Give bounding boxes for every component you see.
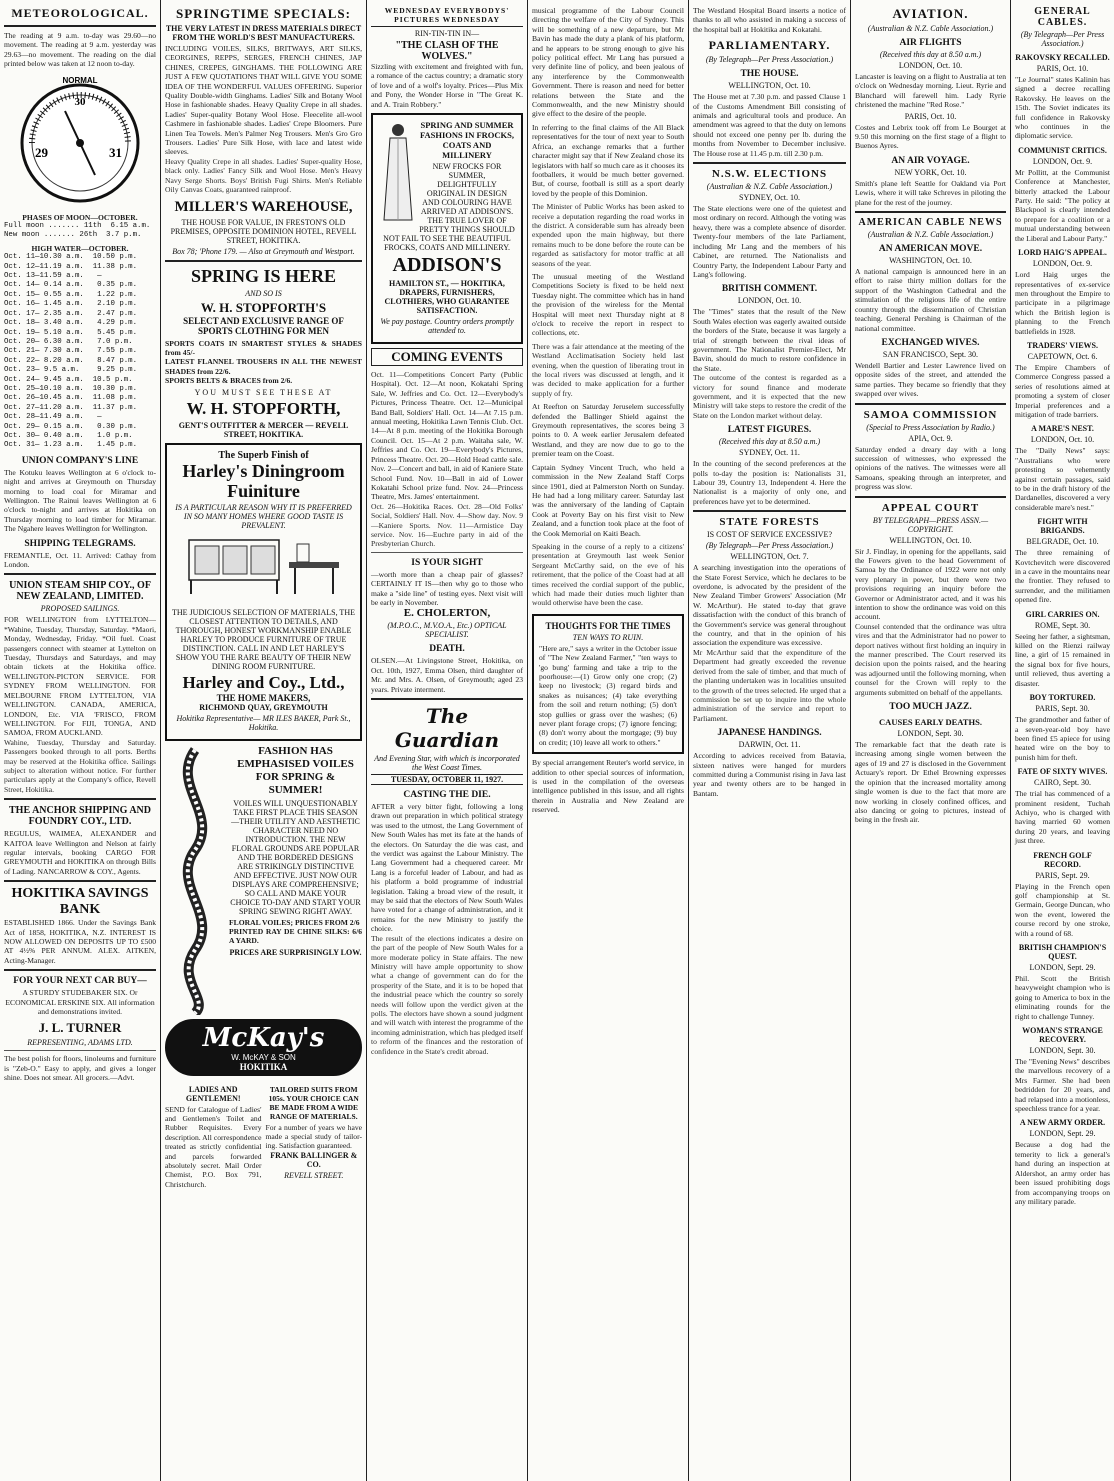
weather-intro: The reading at 9 a.m. to-day was 29.60—no movement. The reading at 9 a.m. yesterday was 29.63—no movement. The reading on the dial printed below was taken at 12 noon to-day. [4,31,156,69]
high-water-row: Oct. 21— 7.30 a.m. 7.55 p.m. [4,347,138,356]
millers-footer: Box 78; 'Phone 179. — Also at Greymouth and Westport. [172,246,355,256]
dial-right-value: 31 [109,144,122,160]
harley-rep: Hokitika Representative— MR ILES BAKER, Park St., Hokitika. [176,713,351,732]
tailored-heading: TAILORED SUITS FROM 105s. YOUR CHOICE CAN BE MADE FROM A WIDE RANGE OF MATERIALS. [268,1084,359,1121]
thoughts-box [532,614,684,754]
anchor-shipping-heading: THE ANCHOR SHIPPING AND FOUNDRY COY., LTD. [9,805,151,828]
forests-sub2: (By Telegraph—Per Press Association.) [705,541,834,551]
thoughts-sub: TEN WAYS TO RUIN. [572,632,644,642]
high-water-title: HIGH WATER—OCTOBER. [31,243,129,253]
prices-low: PRICES ARE SURPRISINGLY LOW. [229,947,362,957]
spring-is-here: SPRING IS HERE [190,265,337,286]
high-water-row: Oct. 15— 0.55 a.m. 1.22 p.m. [4,290,138,299]
mares-nest-heading: A MARE'S NEST. [1031,424,1094,434]
nsw-elections-heading: N.S.W. ELECTIONS [711,168,828,181]
british-continued: The outcome of the contest is regarded as a victory for sound finance and moderate government, and it is expected that the new Ministry will take steps to restore the credit of the State on the London market without delay. [693,373,846,420]
air-text: Lancaster is leaving on a flight to Australia at ten o'clock on Wednesday morning. Lieut. Ryrie and Blanchard will farewell him. Lady Ryrie christened the machine "Red Rose." [855,72,1006,110]
news-competitions: The unusual meeting of the Westland Competitions Society is fixed to be held next Tuesday night. The committee which has in hand the provision of the wireless for the Mental Hospital will meet next Thursday night at 8 o'clock to receive the report in respect to collections, etc. [532,271,684,338]
high-water-row: Oct. 22— 8.20 a.m. 8.47 p.m. [4,356,138,365]
cholerton-name: E. CHOLERTON, [403,607,491,620]
guardian-sub: And Evening Star, with which is incorporated the West Coast Times. [374,754,520,772]
samoa-sub: (Special to Press Association by Radio.) [866,422,995,432]
car-heading: FOR YOUR NEXT CAR BUY— [13,976,147,987]
harley-advert [165,443,362,741]
mckay-logo [165,1019,362,1076]
exchanged-text: Wendell Bartier and Lester Lawrence lived on opposite sides of the street, and attended the same parties. They became so friendly that they swapped over wives. [855,360,1006,399]
paris-text: Costes and Lebrix took off from Le Bourget at 9.50 this morning on the first stage of a flight to Buenos Ayres. [855,122,1006,151]
recovery-date: LONDON, Sept. 30. [1029,1046,1096,1056]
news-rugby: At Reefton on Saturday Jeruselem successfully defended the Ballinger Shield against the Greymouth representatives, the scores being 3 points to 0. A week earlier Jerusalem defeated Westland, and they are now due to go to the premier team on the Coast. [532,402,684,459]
samoa-date: APIA, Oct. 9. [908,433,953,443]
stopforth-big: W. H. STOPFORTH, [186,398,341,418]
film-title: "THE CLASH OF THE WOLVES." [395,40,499,62]
thoughts-heading: THOUGHTS FOR THE TIMES [545,620,671,631]
bottom-adverts [165,1080,362,1190]
boy-heading: BOY TORTURED. [1029,693,1096,703]
deaths-date: LONDON, Sept. 30. [897,729,964,739]
union-steam-ship-text: FOR WELLINGTON from LYTTELTON— *Wahine, Tuesday, Thursday, Saturday. *Maori, Monday, Wednesday, Friday. *Oil fuel. Coast passengers connect with steamer at Lyttelton on Tuesday, Thursdays and Saturdays, and may obtain tickets at the Hokitika office. WELLINGTON-PICTON SERVICE. FOR SYDNEY FROM WELLINGTON. FOR MELBOURNE FROM LYTTELTON, VIA WELLINGTON. CANADA, AMERICA, LONDON, Etc. VIA 'FRISCO, FROM WELLINGTON. For FIJI, TONGA, AND SAMOA, FROM AUCKLAND. [4,615,156,738]
brigands-heading: FIGHT WITH BRIGANDS. [1037,517,1088,536]
dial-left-value: 29 [35,144,48,160]
addison-name: ADDISON'S [392,254,502,277]
film-intro: RIN-TIN-TIN IN— [414,29,480,38]
ballinger-address: REVELL STREET. [284,1170,344,1180]
turner-sub: REPRESENTING, ADAMS LTD. [27,1038,133,1048]
latest-sub: (Received this day at 8.50 a.m.) [718,437,821,447]
column-7 [1011,0,1114,1481]
american-date: WASHINGTON, Oct. 10. [889,256,972,266]
column-5 [689,0,850,1481]
high-water-row: Oct. 25—10.10 a.m. 10.30 p.m. [4,384,138,393]
early-deaths-heading: CAUSES EARLY DEATHS. [879,717,982,728]
voiles-title: FASHION HAS EMPHASISED VOILES FOR SPRING & SUMMER! [237,744,354,796]
column-3 [367,0,527,1481]
editorial-continued-1: musical programme of the Labour Council directing the welfare of the City of Sydney. This will be something of a new departure, but Mr Bavin has made the duty a plank of his platform, and he appears to be strong enough to give his policy political effect. Mr Lang has pursued a very definite line of policy, and been jealous of any interference by the Commonwealth Government. There is reason and need for better relations between the State and the Commonwealth, and the new Ministry should give effect to the desire of the people. [532,6,684,119]
addison-advert [371,113,523,344]
army-order-date: LONDON, Sept. 29. [1029,1129,1096,1139]
sports-coats: SPORTS COATS IN SMARTEST STYLES & SHADES from 45/- [165,338,362,357]
golf-date: PARIS, Sept. 29. [1035,870,1090,880]
recovery-heading: WOMAN'S STRANGE RECOVERY. [1022,1026,1103,1045]
harley-company: Harley and Coy., Ltd., [182,672,345,692]
divider [4,1050,156,1051]
high-water-row: Oct. 18— 3.40 a.m. 4.29 p.m. [4,319,138,328]
nest-date: LONDON, Oct. 10. [1030,435,1095,445]
news-paragraph: The Minister of Public Works has been asked to receive a deputation regarding the road works in the district. A considerable sum has already been expended upon the main highway, but there remains much to be done before the route can be regarded as satisfactory for motor traffic at all seasons of the year. [532,202,684,268]
divider [855,211,1006,213]
boy-date: PARIS, Sept. 30. [1035,704,1090,714]
parliamentary-sub: (By Telegraph—Per Press Association.) [705,55,834,65]
golf-text: Playing in the French open golf championship at St. Germain, George Duncan, who won the event, lowered the course record by one stroke, with a round of 68. [1015,881,1110,938]
mckay-town: HOKITIKA [239,1061,288,1072]
recovery-text: The "Evening News" describes the marvellous recovery of a Mrs Farmer. She had been bedridden for 20 years, and had relapsed into a motionless, speechless trance for a year. [1015,1057,1110,1114]
wives-heading: FATE OF SIXTY WIVES. [1017,767,1108,777]
air-date: LONDON, Oct. 10. [898,61,963,70]
stopforth-footer: GENT'S OUTFITTER & MERCER — REVELL STREET, HOKITIKA. [178,420,349,439]
cholerton-sub: (M.P.O.C., M.V.O.A., Etc.) OPTICAL SPECIALIST. [387,621,507,640]
boxing-heading: BRITISH CHAMPION'S QUEST. [1018,943,1107,961]
harley-sub: IS A PARTICULAR REASON WHY IT IS PREFERRED IN SO MANY HOMES WHERE GOOD TASTE IS PREVALENT. [175,502,352,530]
appeal-text: Sir J. Findlay, in opening for the appellants, said the Fowers given to the head Government of Samoa by the Ordinance of 1922 were not only very plenary in power, but there were two provisions requiring an inquiry before the Governor or Administrator acted, and it was his intention to show the ordinance was void on this account. [855,546,1006,622]
news-truch: Captain Sydney Vincent Truch, who held a commission in the New Zealand Staff Corps since 1901, died at Palmerston North on Sunday. He had had a long military career. Saturday last was the anniversary of the landing of Captain Cook at Poverty Bay on his first visit to New Zealand, and a function took place at the foot of the Cook Memorial on Kaiti Beach. [532,462,684,538]
communist-text: Mr Pollitt, at the Communist Conference at Manchester, bitterly attacked the Labour Party. He said: "The policy at Blackpool is clearly intended to prepare for a coalition or a mutual understanding between the Liberal and Labour Party." [1015,167,1110,243]
editorial-all-blacks: In referring to the final claims of the All Black representatives for the tour of next year to South Africa, an exchange remarks that a further character might say that if New Zealand chose its legislators with half so much care as it chooses its footballers, it would be much better governed. But, of course, football is still as a sport dearly loved by the people of this Dominion. [532,122,684,198]
exchanged-date: SAN FRANCISCO, Sept. 30. [882,349,979,359]
fashion-figure-illustration [378,120,418,230]
turner-name: J. L. TURNER [38,1020,122,1036]
moon-phase-row: New moon ....... 26th 3.7 p.m. [4,231,142,240]
dial-label-normal: NORMAL [62,75,98,85]
meteorological-heading: METEOROLOGICAL. [11,6,149,20]
divider [4,880,156,882]
high-water-row: Oct. 24— 9.45 a.m. 10.5 p.m. [4,375,133,384]
too-much-jazz-heading: TOO MUCH JAZZ. [889,702,972,713]
nsw-text: The State elections were one of the quietest and most ordinary on record. Although the voting was heavy, there was a complete absence of disorder. Twenty-four members of the late Parliament, including Mr Lang and the members of his Cabinet, are returned. The Nationalists and Country Party, the Independent Labour Party and Lang's following. [693,204,846,279]
high-water-row: Oct. 16— 1.45 a.m. 2.10 p.m. [4,300,138,309]
house-text: The House met at 7.30 p.m. and passed Clause 1 of the Customs Amendment Bill consisting of animals and agricultural tools and produce. An amendment was agreed to that the duty on lemons should not exceed one penny per lb. during the months from November to December inclusive. The House rose at 11.45 p.m. till 2.30 p.m. [693,92,846,158]
addison-footer: We pay postage. Country orders promptly attended to. [380,317,514,336]
divider [855,496,1006,498]
pictures-heading: WEDNESDAY EVERYBODYS' PICTURES WEDNESDAY [371,6,523,27]
army-order-heading: A NEW ARMY ORDER. [1019,1118,1106,1128]
traders-heading: TRADERS' VIEWS. [1027,340,1098,350]
spring-and: AND SO IS [245,288,282,298]
rakovsky-text: "Le Journal" states Kalinin has signed a decree recalling Rakovsky. He leaves on the 15th. The Soviet indicates its full confidence in Rakovsky who continues in the diplomatic service. [1015,75,1110,141]
column-6 [851,0,1010,1481]
high-water-row: Oct. 14— 0.14 a.m. 0.35 p.m. [4,281,138,290]
parliamentary-heading: PARLIAMENTARY. [708,38,831,53]
high-water-row: Oct. 26—10.45 a.m. 11.08 p.m. [4,394,138,403]
moon-phases-list [4,222,156,241]
casting-heading: CASTING THE DIE. [403,790,491,800]
springtime-heading: SPRINGTIME SPECIALS: [176,6,351,21]
high-water-row: Oct. 31— 1.23 a.m. 1.45 p.m. [4,441,138,450]
divider [4,573,156,575]
state-forests-heading: STATE FORESTS [719,516,820,529]
divider [4,798,156,800]
millers-warehouse: MILLER'S WAREHOUSE, [174,198,353,215]
forests-date: WELLINGTON, Oct. 7. [730,552,809,562]
coming-events-text: Oct. 11—Competitions Concert Party (Public Hospital). Oct. 12—At noon, Kokatahi Spring Sale, W. Jeffries and Co. Oct. 12—Everybody's Pictures, Princess Theatre. Oct. 12—Municipal Band Ball, Soldiers' Hall. Oct. 14—At 7.15 p.m. annual meeting, Hokitika Lawn Tennis Club. Oct. 14—At 8 p.m. meeting of the Hokitika Borough Council. Oct. 15—At 2 p.m. Waitaha sale, W. Jeffries and Co. Oct. 19—Everybody's Pictures, Princess Theatre. Oct. 20—Hold Head cattle sale. Nov. 2—Concert and ball, in aid of Kaniere State School Fund. Nov. 10—Ball in aid of Lower Kokatahi School prize fund. Nov. 24—Princess Theatre, Mrs. James' entertainment. [371,370,523,502]
high-water-row: Oct. 27—11.20 a.m. 11.37 p.m. [4,403,138,412]
flannel-trousers: LATEST FLANNEL TROUSERS IN ALL THE NEWEST SHADES from 22/6. [165,357,362,376]
paris-date: PARIS, Oct. 10. [904,111,957,121]
thoughts-text: "Here are," says a writer in the October issue of "The New Zealand Farmer," "ten ways to 'go bung' farming and take a trip to the poorhouse:—(1) Grow only one crop; (2) keep no livestock; (3) regard birds and snakes as nuisances; (4) take everything from the soil and return nothing; (5) don't stop gullies or grass over the washes; (6) never plant forage crops; (7) ignore fencing; (8) don't worry about the mortgage; (9) buy on credit; (10) leave all work to others." [539,643,677,747]
ladies-heading: LADIES AND GENTLEMEN! [185,1084,241,1103]
wives-text: The trial has commenced of a prominent resident, Tuchah Achiyo, who is charged with having married 60 women during 20 years, and leaving just three. [1015,789,1110,846]
divider [371,698,523,700]
death-text: OLSEN.—At Livingstone Street, Hokitika, on Oct. 10th, 1927, Emma Olsen, third daughter of Mr. and Mrs. A. Olsen, of Greymouth; aged 23 years. Private interment. [371,656,523,694]
nsw-sub: (Australian & N.Z. Cable Association.) [706,182,833,192]
shipping-telegrams-heading: SHIPPING TELEGRAMS. [24,538,136,549]
forests-text: A searching investigation into the operations of the State Forest Service, which he declares to be overdone, is advocated by the president of the New Zealand Timber Growers' Association (Mr W. McArthur). He stated to-day that grave dissatisfaction with the conduct of this branch of the Government's service was general throughout the country, and that in the opinion of his association the expenditure was excessive. [693,563,846,648]
car-text: A STURDY STUDEBAKER SIX. Or ECONOMICAL ERSKINE SIX. All information and demonstrations invited. [5,988,155,1017]
traders-text: The Empire Chambers of Commerce Congress passed a series of resolutions aimed at promoting a system of closer Imperial preferences and a mitigation of trade barriers. [1015,362,1110,419]
death-heading: DEATH. [429,644,465,655]
harley-intro: The Superb Finish of [218,449,309,461]
floral-voiles: FLORAL VOILES; PRICES FROM 2/6 [229,917,360,927]
barometer-dial [5,71,155,211]
haig-text: Lord Haig urges the representatives of ex-service men throughout the Empire to participate in a pilgrimage which the British legion is planning to the French battlefields in 1928. [1015,270,1110,336]
girl-text: Seeing her father, a sightsman, killed on the Rienzi railway line, a girl of 15 remained in the signal box for five hours, until relieved, thus averting a disaster. [1015,631,1110,688]
american-cable-heading: AMERICAN CABLE NEWS [858,217,1003,229]
savings-bank-heading: HOKITIKA SAVINGS BANK [11,886,149,918]
air-voyage-date: NEW YORK, Oct. 10. [894,167,967,177]
news-paragraph: Speaking in the course of a reply to a citizens' presentation at Greymouth last week Senior Sergeant McCarthy said, on the eve of his retirement, that the police of the Coast had at all times received the cordial support of the public, which had made their duties much lighter than would otherwise have been the case. [532,541,684,608]
latest-date: SYDNEY, Oct. 11. [739,448,800,458]
high-water-row: Oct. 19— 5.10 a.m. 5.45 p.m. [4,328,138,337]
high-water-table [4,253,156,451]
printed-silks: PRINTED RAY DE CHINE SILKS: 6/6 A YARD. [229,926,362,946]
guardian-masthead: The Guardian [394,704,500,752]
coming-events-heading: COMING EVENTS [371,348,523,366]
union-line-heading: UNION COMPANY'S LINE [21,455,139,466]
moon-phase-row: Full moon ....... 11th 6.15 a.m. [4,222,151,231]
editorial-continued: The result of the elections indicates a desire on the part of the people of New South Wales for a more moderate policy in State affairs. The new Ministry will have ample opportunity to show what a change of government can do for the prosperity of the State, and it is to be hoped that the industrial peace which the country so sorely needs will follow upon the verdict given at the polls. The electors have shown a sound judgment and will watch with interest the programme of the incoming administration, which has pledged itself to reform of the finances and the restoration of confidence in the State's credit abroad. [371,933,523,1056]
nsw-date: SYDNEY, Oct. 10. [739,193,800,203]
high-water-row: Oct. 17— 2.35 a.m. 2.47 p.m. [4,309,138,318]
aviation-heading: AVIATION. [892,6,969,21]
wives-date: CAIRO, Sept. 30. [1033,778,1092,788]
addison-text: NEW FROCKS FOR SUMMER, DELIGHTFULLY ORIGINAL IN DESIGN AND COLOURING HAVE ARRIVED AT ADDISON'S. THE TRUE LOVER OF PRETTY THINGS SHOULD NOT FAIL TO SEE THE BEAUTIFUL FROCKS, COATS AND MILLINERY. [383,162,515,253]
high-water-row: Oct. 30— 0.40 a.m. 1.0 p.m. [4,431,133,440]
voiles-text: VOILES WILL UNQUESTIONABLY TAKE FIRST PLACE THIS SEASON —THEIR UTILITY AND AESTHETIC CHARACTER NEED NO INTRODUCTION. THE NEW FLORAL GROUNDS ARE POPULAR AND THE BORDERED DESIGNS ARE STRIKINGLY DISTINCTIVE AND EFFECTIVE. JUST NOW OUR DISPLAYS ARE COMPREHENSIVE; SO CALL AND MAKE YOUR CHOICE TO-DAY AND START YOUR SPRING SEWING RIGHT AWAY. [230,798,361,916]
high-water-row: Oct. 29— 0.15 a.m. 0.30 p.m. [4,422,138,431]
harley-home-makers: THE HOME MAKERS, [216,692,311,703]
appeal-continued: Counsel contended that the ordinance was ultra vires and that the Administrator had no power to deport natives without first holding an inquiry in the manner prescribed. The Court reserved its decision upon the points raised, and the hearing was adjourned until the following morning, when counsel for the Crown will reply to the arguments submitted on behalf of the appellants. [855,621,1006,697]
british-text: The "Times" states that the result of the New South Wales election was eagerly awaited outside the borders of the State, because it was largely a trial of strength between the rival ideas of government. The Nationalist Premier-Elect, Mr Bavin, should do much to restore confidence in the State. [693,307,846,373]
high-water-row: Oct. 11—10.30 a.m. 10.50 p.m. [4,253,138,262]
army-order-text: Because a dog had the temerity to lick a general's hand during an inspection at Aldershot, an army order has been issued prohibiting dogs from accompanying troops on any military parade. [1015,1140,1110,1206]
british-date: LONDON, Oct. 10. [737,296,802,306]
forests-sub: IS COST OF SERVICE EXCESSIVE? [706,530,832,540]
news-paragraph: There was a fair attendance at the meeting of the Westland Acclimatisation Society held last evening, when the question of liberating trout in the local rivers was discussed at length, and it was decided to make application for a further supply of fry. [532,341,684,398]
haig-date: LONDON, Oct. 9. [1032,259,1093,269]
american-sub: (Australian & N.Z. Cable Association.) [867,230,994,240]
divider [371,552,523,553]
british-comment-heading: BRITISH COMMENT. [721,284,818,295]
forests-continued: Mr McArthur said that the expenditure of the Department had greatly exceeded the revenue derived from the sale of timber, and that much of the planting undertaken was in localities unsuited to the growth of the trees selected. He urged that a commission be set up to inquire into the whole administration of the service and report to Parliament. [693,647,846,723]
brigands-date: BELGRADE, Oct. 10. [1026,537,1099,547]
high-water-row: Oct. 28—11.49 a.m. — [4,413,102,422]
japanese-text: According to advices received from Batavia, sixteen natives were hanged for murders committed during a Communist rising in Java last year and twenty others are to be hanged in Bantam. [693,751,846,798]
you-must-see: YOU MUST SEE THESE AT [194,387,333,397]
moon-phases-title: PHASES OF MOON—OCTOBER. [22,212,138,222]
union-line-text: The Kotuku leaves Wellington at 6 o'clock to-night and arrives at Greymouth on Thursday morning to load coal for Miramar and Wellington. The Rainui leaves Wellington at 6 o'clock to-night and arrives at Hokitika on Thursday morning to load timber for Miramar. The Ngahere leaves Wellington for Wellington. [4,467,156,534]
japanese-date: DARWIN, Oct. 11. [738,740,801,750]
sight-text: —worth more than a cheap pair of glasses? CERTAINLY IT IS—then why go to those who make a "side line" of testing eyes. Next visit will be early in November. [371,569,523,607]
house-date: WELLINGTON, Oct. 10. [728,81,811,91]
air-voyage-text: Smith's plane left Seattle for Oakland via Port Lewis, where it will take Schreves in piloting the plane for the rest of the journey. [855,178,1006,207]
traders-date: CAPETOWN, Oct. 6. [1027,351,1098,361]
appeal-sub: BY TELEGRAPH—PRESS ASSN.—COPYRIGHT. [872,515,989,534]
rakovsky-date: PARIS, Oct. 10. [1036,64,1089,73]
union-steam-ship-heading: UNION STEAM SHIP COY., OF NEW ZEALAND, LIMITED. [9,580,151,603]
appeal-court-heading: APPEAL COURT [881,501,980,514]
brigands-text: The three remaining of Kovtchevitch were discovered in a cave in the mountains near the frontier. They refused to surrender, and the militiamen opened fire. [1015,548,1110,605]
guardian-date: TUESDAY, OCTOBER 11, 1927. [371,774,523,785]
latest-text: In the counting of the second preferences at the polls to-day the position is: Nationalists 31, Labour 39, Country 13, Independent 4. Here the Nationalist is a majority of only one, and preferences have yet to be determined. [693,459,846,506]
high-water-row: Oct. 23— 9.5 a.m. 9.25 p.m. [4,366,138,375]
american-text: A national campaign is announced here in an effort to raise thirty million dollars for the support of the Washington Cathedral and the stimulation of the religious life of the entire country through the dissemination of Christian teaching. General Pershing is Chairman of the national committee. [855,267,1006,333]
latest-figures-heading: LATEST FIGURES. [727,425,812,436]
divider [693,162,846,164]
proposed-sailings: PROPOSED SAILINGS. [40,604,120,614]
deaths-text: The remarkable fact that the death rate is increasing among single women between the ages of 19 and 27 is disclosed in the Government Actuary's report. Dr Ethel Browning expresses the opinion that the increased mortality among single women is due to the fact that more are now working in closely confined offices, and also dancing or going to pictures, instead of being in the fresh air. [855,740,1006,825]
communist-heading: COMMUNIST CRITICS. [1018,145,1107,155]
dial-top-value: 30 [74,95,86,108]
shipping-telegrams-text: FREMANTLE, Oct. 11. Arrived: Cathay from London. [4,550,156,570]
harley-address: RICHMOND QUAY, GREYMOUTH [199,702,328,712]
springtime-text: INCLUDING VOILES, SILKS, BRITWAYS, ART SILKS, CEORGINES, REPPS, SERGES, FRENCH CHINES, JAP CHINES, CREPES, GINGHAMS. THE FOLLOWING ARE JUST A FEW QUOTATIONS THAT WILL GIVE YOU SOME IDEA OF THE WONDERFUL VALUES OFFERING. Superior Quality Double-width Ginghams. Ladies' Silk and Botany Wool Hose in fashionable shades. Heavy Quality Crepe in all shades. Ladies' Super-quality Botany Wool Hose. Fleecelite all-wool Cashmere in fashionable shades. Ladies' Crepe Bloomers. Pure Linen Tea Towels. Men's Palmer Neg Trousers. Men's Gro Gro Trousers. Ladies' Pure Silk Hose, with lace and latest wide sleeves. [165,44,362,157]
girl-date: ROME, Sept. 30. [1034,620,1091,630]
millers-address: THE HOUSE FOR VALUE, IN FRESTON'S OLD PREMISES, OPPOSITE DOMINION HOTEL, REVELL STREET, HOKITIKA. [170,217,357,245]
air-sub: (Received this day at 8.50 a.m.) [879,50,982,59]
boy-text: The grandmother and father of a seven-year-old boy have been fined £5 apiece for using heated wire on the boy to punish him for theft. [1015,715,1110,762]
tailored-text: For a number of years we have made a special study of tailor-ing. Satisfaction guaranteed. [265,1122,362,1151]
sailing-details: Wahine, Tuesday, Thursday and Saturday. Passengers booked through to all ports. Berths may be reserved at the Hokitika office. Sailings subject to alteration without notice. For further particulars apply at the Company's office, Revell Street, Hokitika. [4,737,156,794]
girl-heading: GIRL CARRIES ON. [1025,609,1100,619]
general-cables-heading: GENERAL CABLES. [1034,6,1091,28]
boxing-date: LONDON, Sept. 29. [1029,963,1096,972]
high-water-row: Oct. 12—11.19 a.m. 11.38 p.m. [4,262,138,271]
stopforth-sub: SELECT AND EXCLUSIVE RANGE OF SPORTS CLOTHING FOR MEN [183,315,344,336]
hospital-notice: The Westland Hospital Board inserts a notice of thanks to all who assisted in making a success of the hospital ball at Hokitika and Kokatahi. [693,6,846,34]
haig-heading: LORD HAIG'S APPEAL. [1018,248,1107,258]
samoa-text: Saturday ended a dreary day with a long succession of witnesses, who expressed the opinions of the natives. The witnesses were all Samoans, speaking through an interpreter, and progress was slow. [855,444,1006,492]
cables-sub: (By Telegraph—Per Press Association.) [1020,30,1105,48]
air-voyage-heading: AN AIR VOYAGE. [891,155,970,166]
sight-heading: IS YOUR SIGHT [411,557,483,568]
mckay-sub: W. McKAY & SON [231,1052,296,1062]
air-flights-heading: AIR FLIGHTS [899,38,962,48]
column-2 [161,0,366,1481]
dining-room-illustration [179,532,349,602]
boxing-text: Phil. Scott the British heavyweight champion who is going to America to box in the eliminating rounds for the right to challenge Tunney. [1015,974,1110,1021]
communist-date: LONDON, Oct. 9. [1032,156,1093,166]
divider [693,510,846,512]
house-heading: THE HOUSE. [740,69,799,80]
casting-text: AFTER a very bitter fight, following a long drawn out preparation in which political strategy was used to the utmost, the Lang Government of New South Wales has met its fate at the hands of the electors. On Saturday the die was cast, and the verdict was against the Labour Ministry. The Lang Government had a chequered career. Mr Lang is a forceful leader of Labour, and had as his platform a bold programme of industrial legislation. Taking a broad view of the result, it may be said that the electors of New South Wales have voted for a change of administration, and it remains for the new Ministry to justify the choice. [371,802,523,934]
harley-text: THE JUDICIOUS SELECTION OF MATERIALS, THE CLOSEST ATTENTION TO DETAILS, AND THOROUGH, HONEST WORKMANSHIP ENABLE HARLEY TO PRODUCE FURNITURE OF TRUE DISTINCTION. CALL IN AND LET HARLEY'S SHOW YOU THE RARE BEAUTY OF THEIR NEW DINING ROOM FURNITURE. [172,607,355,671]
addison-head: SPRING AND SUMMER FASHIONS IN FROCKS, COATS AND MILLINERY [419,120,515,161]
ballinger-name: FRANK BALLINGER & CO. [270,1150,358,1169]
savings-bank-text: ESTABLISHED 1866. Under the Savings Bank Act of 1858, HOKITIKA, N.Z. INTEREST IS NOW ALLOWED ON DEPOSITS UP TO £500 AT 4½% PER ANNUM. ALEX. AITKEN, Acting-Manager. [4,918,156,965]
voiles-advert [165,745,362,1015]
nest-text: The "Daily News" says: "Australians who were protesting so vehemently against certain passages, said to be in the draft history of the Dardanelles, discovered a very considerable mare's nest." [1015,446,1110,512]
mckay-name: McKay's [202,1022,325,1053]
coming-events-more: Oct. 26—Hokitika Races. Oct. 28—Old Folks' Social, Soldiers' Hall. Nov. 4—Show day. Nov. 9—Kaniere Sports. Nov. 11—Armistice Day service. Nov. 16—Euchre party in aid of the Presbyterian Church. [371,501,523,549]
aviation-sub: (Australian & N.Z. Cable Association.) [867,24,994,33]
zeb-o-advert: The best polish for floors, linoleums and furniture is "Zeb-O." Easy to apply, and gives a longer shine. Does not smear. All grocers.—Advt. [4,1054,156,1083]
exchanged-wives-heading: EXCHANGED WIVES. [881,337,980,348]
american-move-heading: AN AMERICAN MOVE. [878,244,983,255]
high-water-row: Oct. 13—11.59 a.m. — [4,272,102,281]
rakovsky-heading: RAKOVSKY RECALLED. [1015,53,1110,62]
golf-heading: FRENCH GOLF RECORD. [1033,850,1092,869]
addison-address: HAMILTON ST., — HOKITIKA, DRAPERS, FURNISHERS, CLOTHIERS, WHO GUARANTEE SATISFACTION. [384,279,510,316]
japanese-heading: JAPANESE HANDINGS. [717,728,822,739]
film-text: Sizzling with excitement and freighted with fun, a romance of the cactus country; a dramatic story of love and of a wolf's loyalty. Prices—Plus Mix and Pony, the Wonder Horse in "The Great K. and A. Train Robbery." [371,62,523,109]
divider [4,969,156,971]
column-1 [0,0,160,1481]
springtime-sub: THE VERY LATEST IN DRESS MATERIALS DIRECT FROM THE WORLD'S BEST MANUFACTURERS. [165,24,362,42]
decorative-scroll [165,745,225,1015]
appeal-date: WELLINGTON, Oct. 10. [889,535,972,545]
reuter-notice: By special arrangement Reuter's world service, in addition to other special sources of information, is used in the compilation of the overseas intelligence published in this issue, and all rights therein in Australia and New Zealand are reserved. [532,758,684,815]
divider [4,25,156,27]
springtime-prices: Heavy Quality Crepe in all shades. Ladies' Super-quality Hose, black only. Ladies' Fancy Silk and Wool Hose. Men's Heavy Navy Serge Shorts. Boys' British Fugi Shirts. Men's Reliable Oily Canvas Coats, guaranteed rainproof. [165,156,362,195]
sports-belts: SPORTS BELTS & BRACES from 2/6. [165,376,293,386]
stopforth-name: W. H. STOPFORTH'S [200,299,327,315]
samoa-heading: SAMOA COMMISSION [863,408,998,421]
divider [165,260,362,262]
high-water-row: Oct. 20— 6.30 a.m. 7.0 p.m. [4,337,133,346]
column-4 [528,0,688,1481]
harley-title: Harley's Diningroom Fuiniture [182,460,345,501]
anchor-shipping-text: REGULUS, WAIMEA, ALEXANDER and KAITOA leave Wellington and Nelson at fairly regular intervals, booking CARGO FOR GREYMOUTH and HOKITIKA on through Bills of Lading. NANCARROW & COY., Agents. [4,829,156,876]
divider [855,403,1006,405]
ladies-text: SEND for Catalogue of Ladies' and Gentlemen's Toilet and Rubber Requisites. Every description. All correspondence treated as strictly confidential and parcels forwarded absolutely secret. Mail Order Chemist, P.O. Box 791, Christchurch. [165,1104,262,1189]
